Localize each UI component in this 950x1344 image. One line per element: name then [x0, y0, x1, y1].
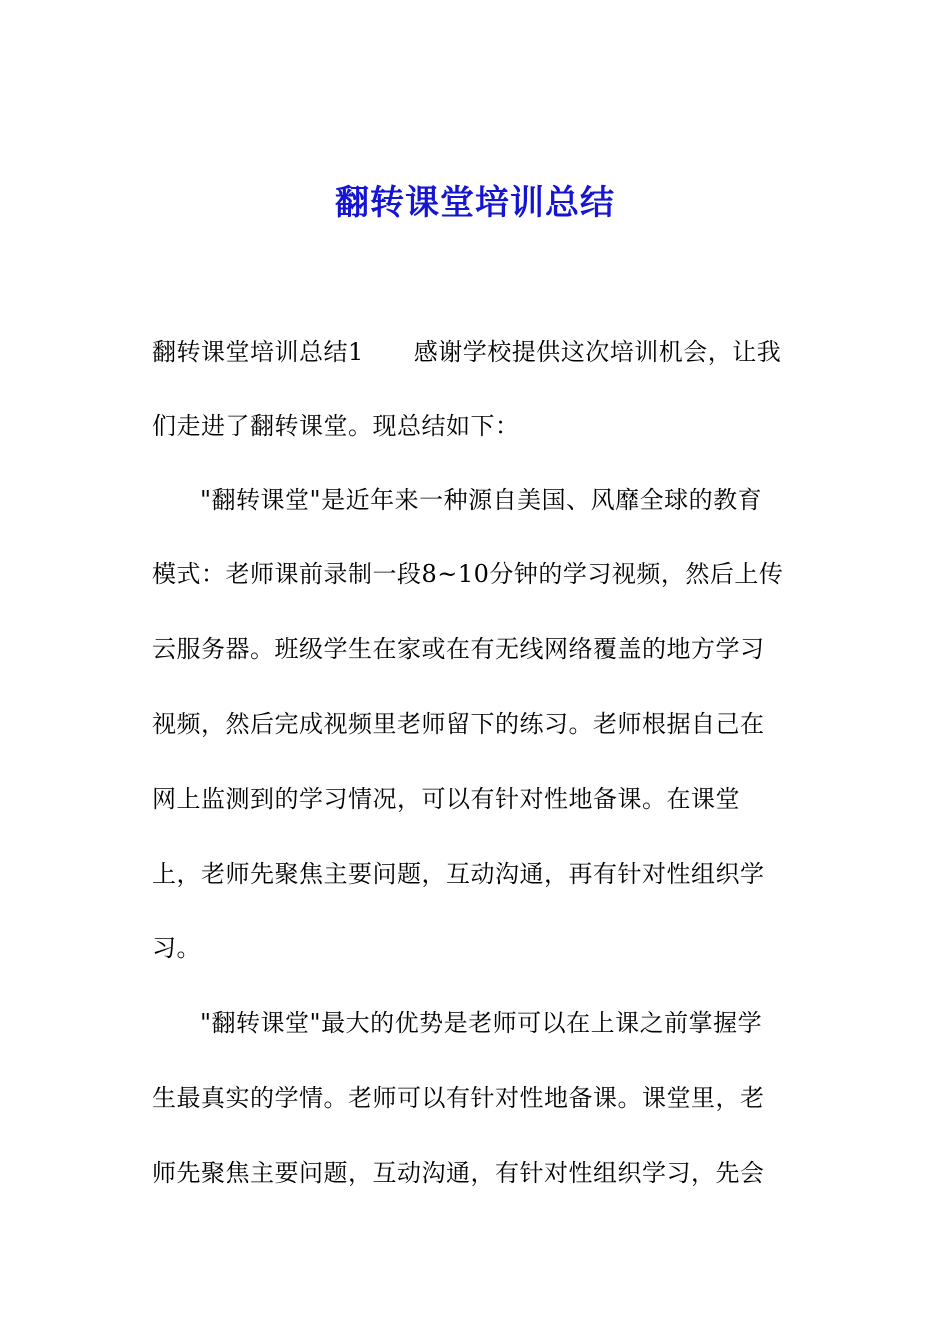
text-line-6: 视频，然后完成视频里老师留下的练习。老师根据自己在 — [152, 710, 765, 738]
text-line-8: 上，老师先聚焦主要问题，互动沟通，再有针对性组织学 — [152, 860, 765, 888]
text-line-12: 师先聚焦主要问题，互动沟通，有针对性组织学习，先会 — [152, 1159, 765, 1187]
section-heading: 翻转课堂培训总结1 — [152, 338, 364, 366]
intro-text: 感谢学校提供这次培训机会，让我 — [413, 338, 782, 366]
text-line-7: 网上监测到的学习情况，可以有针对性地备课。在课堂 — [152, 785, 740, 813]
text-line-2: 们走进了翻转课堂。现总结如下： — [152, 412, 520, 440]
text-line-3: "翻转课堂"是近年来一种源自美国、风靡全球的教育 — [200, 486, 763, 514]
text-line-4: 模式：老师课前录制一段8~10分钟的学习视频，然后上传 — [152, 560, 784, 588]
document-title: 翻转课堂培训总结 — [335, 183, 615, 223]
text-line-9: 习。 — [152, 934, 201, 962]
text-line-5: 云服务器。班级学生在家或在有无线网络覆盖的地方学习 — [152, 635, 765, 663]
text-line-11: 生最真实的学情。老师可以有针对性地备课。课堂里，老 — [152, 1084, 765, 1112]
text-line-10: "翻转课堂"最大的优势是老师可以在上课之前掌握学 — [200, 1009, 763, 1037]
text-line-1 — [152, 334, 781, 370]
